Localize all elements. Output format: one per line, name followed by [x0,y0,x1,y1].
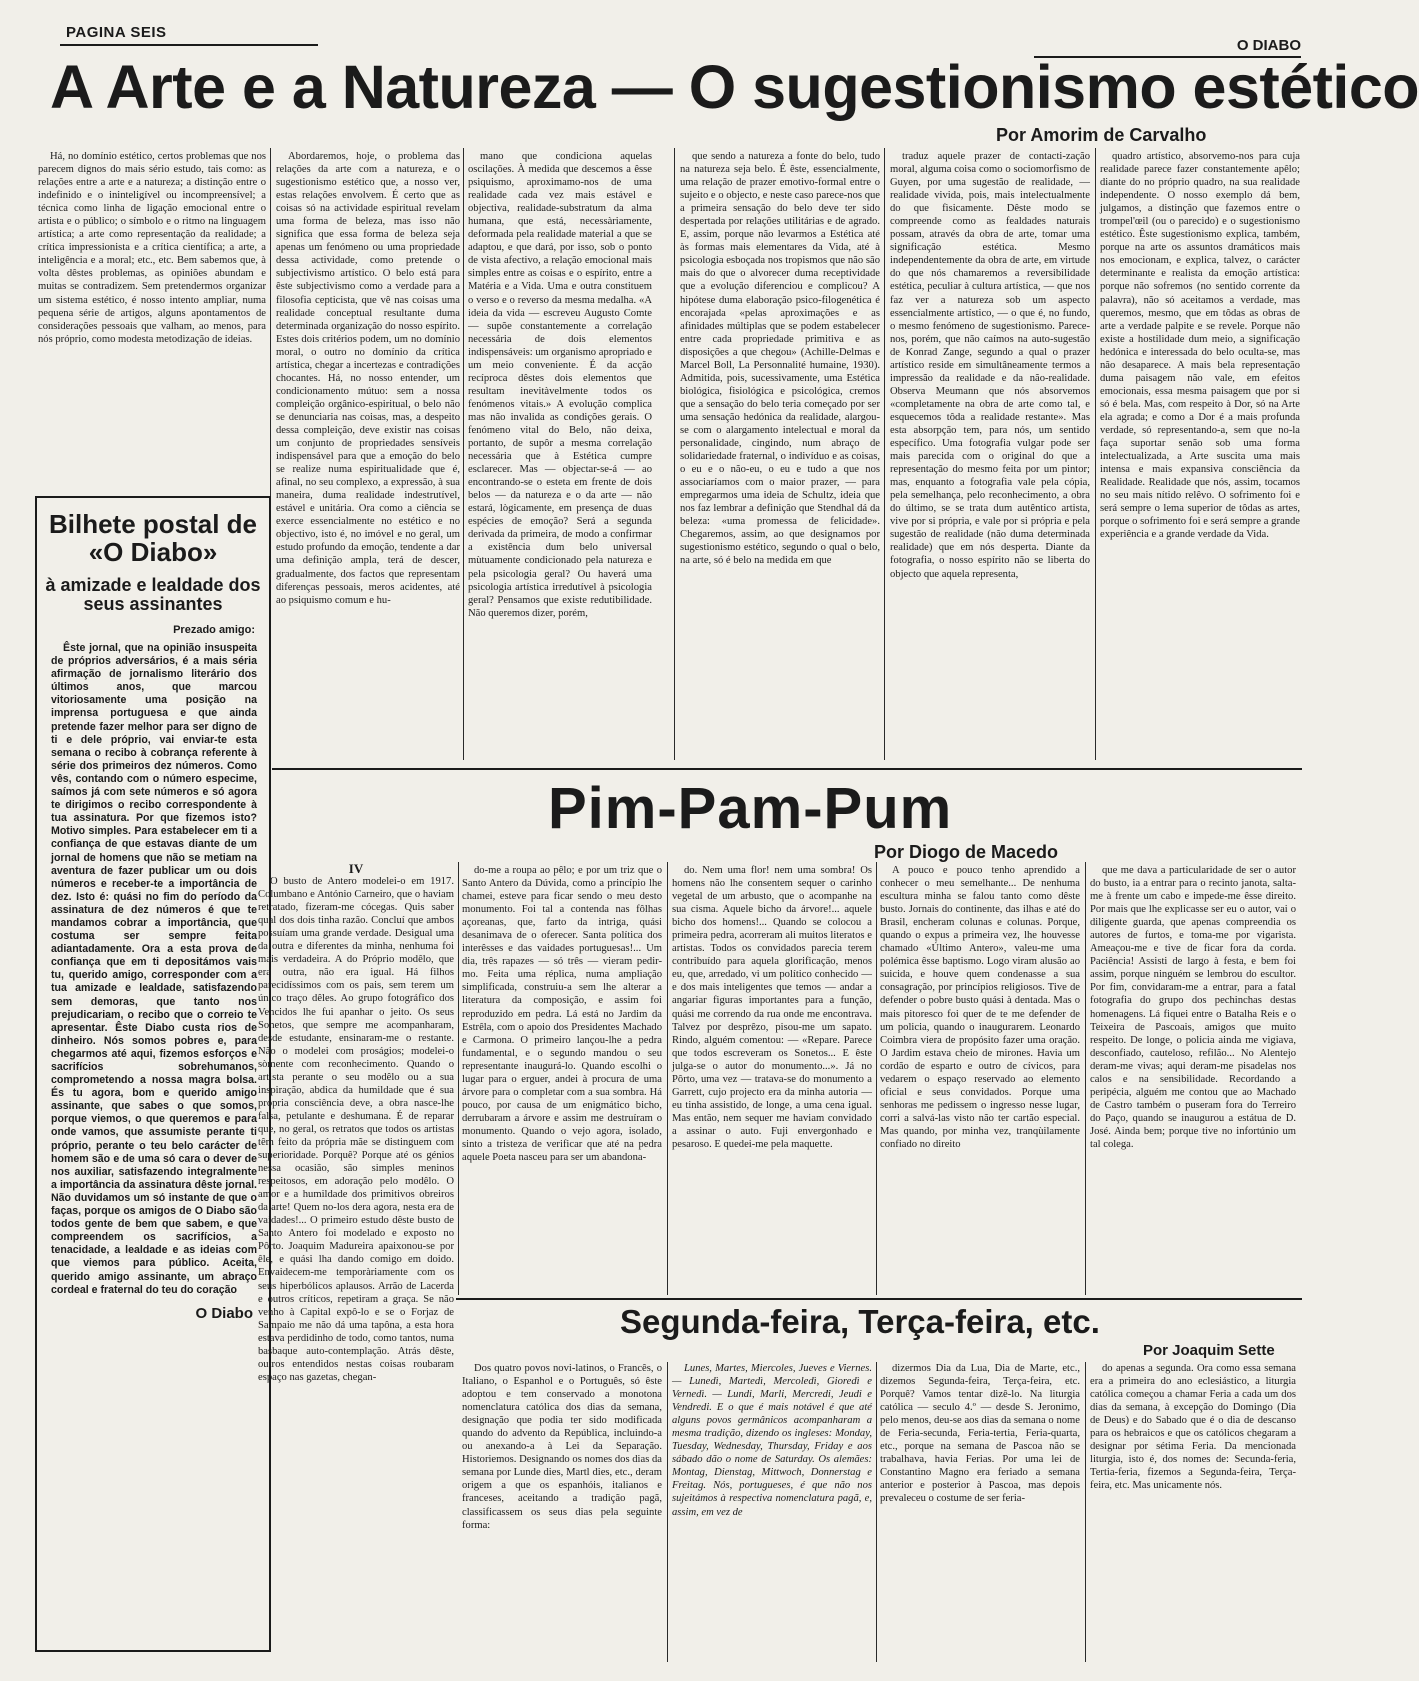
article-column: Lunes, Martes, Miercoles, Jueves e Viernes. — Lunedì, Martedì, Mercoledì, Gioredì e Vernedì. — Lundi, Marli, Mercredi, Jeudi e Vendredi. E o que é mais notável é que até alguns povos germânicos acompanharam a mesma tradição, dizendo os ingleses: Monday, Tuesday, Wednesday, Thursday, Friday e aos sábado dão o nome de Saturday. Os alemães: Montag, Dienstag, Mittwoch, Donnerstag e Freitag. Nós, portugueses, é que não nos sujeitámos à respectiva nomenclatura pagã, e, assim, em vez de [672,1363,872,1518]
article-text: O busto de Antero modelei-o em 1917. Columbano e António Carneiro, que o haviam retratado, fizeram-me cócegas. Quis saber qual dos dois tinha razão. Concluí que ambos possuíam uma grande verdade. Desigual uma da outra e diferentes da minha, nenhuma foi mais verdadeira. A do Próprio modêlo, que era outra, não era igual. Há filhos parecidíssimos com os pais, sem terem um único traço dêles. Ao grupo fotográfico dos Vencidos lhe fui apanhar o jeito. Os seus Sonetos, que sempre me acompanharam, desde estudante, ensinaram-me o restante. Não o modelei com proságios; modelei-o sòmente com reconhecimento. Quando o artista perante o seu modêlo ou a sua inspiração, abdica da humildade que é sua própria consciência deve, a obra nasce-lhe falsa, petulante e deshumana. É de reparar que, no geral, os retratos que todos os artistas têm feito da própria mãe se distinguem com superioridade. Porquê? Porque até os génios nessa ocasião, são simples meninos respeitosos, em adoração pelo modêlo. O amor e a humildade dos primitivos obreiros da arte! Quem no-los dera agora, nesta era de vaidades!... O primeiro estudo dêste busto de Santo Antero foi modelado e exposto no Pôrto. Joaquim Madureira apaixonou-se por êle, e quási lha dando comigo em doido. Envaidecem-me temporàriamente com os seus hiperbólicos aplausos. Arrão de Lacerda e outros críticos, repetiram a graça. Se não venho à Capital expô-lo e se o Forjaz de Sampaio me não dá uma tapôna, a esta hora estava perdidinho de todo, como tantos, numa basbaque auto-contemplação. Atrás dêste, outros entendidos nestas coisas roubaram espaço nas gazetas, chegan- [258,876,454,1383]
article-column: do. Nem uma flor! nem uma sombra! Os homens não lhe consentem sequer o carinho vegetal de um arbusto, que o acompanhe na sua cisma. Aquele bicho da árvore!... aquele bicho dos homens!... Quando se colocou a primeira pedra, acorreram ali muitos literatos e artistas. Todos os convidados parecia terem contribuído para aquela glorificação, menos eu, que, arredado, vi um político conhecido — e dos mais inteligentes que temos — andar a angariar figuras importantes para a função, quási me correndo da rua onde me encontrava. Talvez por desprêzo, pisou-me um sapato. Rindo, alguém comentou: — «Repare. Parece que todos escreveram os Sonetos... E êste julga-se o autor do monumento...». Já no Pôrto, uma vez — tratava-se do monumento a Garrett, cujo projecto era da minha autoria — eu tinha assistido, de longe, a uma cena igual. Mas então, nem sequer me haviam convidado a assinar o auto. Fuji envergonhado e pesaroso. E quedei-me pela maquette. [672,865,872,1150]
column-divider [458,862,459,1295]
article-byline: Por Diogo de Macedo [874,842,1059,862]
column-divider [1085,1362,1086,1662]
article-column: quadro artístico, absorvemo-nos para cuja realidade parece fazer constantemente apêlo; diante do no próprio quadro, na sua realidade independente. O nosso exemplo dá bem, julgamos, a distinção que fazemos entre o trompel'œil (ou o parecido) e o sugestionismo estético. Êste sugestionismo explica, também, porque na arte os assuntos dramáticos mais nos emocionam, e explica, talvez, o carácter determinante e realista da emoção artística: porque não sofremos (no sentido corrente da palavra), não só aceitamos a verdade, mas queremos, mesmo, que em tôdas as obras de arte a verdade palpite e se revele. Porque não existe a hostilidade dum meio, a significação hedónica e interessada do belo oculta-se, mas não desaparece. A mais bela representação duma paisagem não vale, em efeitos emocionais, essa mesma paisagem que por si só é bela. Mas, com respeito à Dor, só na Arte ela agrada; e como a Dor é a mais profunda verdade, só representando-a, sem que no-la faça suportar senão sob uma forma intelectualizada, a Arte suscita uma mais intensa e mais expansiva consciência da Realidade. Realidade que nós, assim, tocamos no seu mais nítido relêvo. O sofrimento foi e será sempre o lema superior de tôdas as artes, porque o sofrimento foi e será sempre a grande experiência e a grande verdade da Vida. [1100,151,1300,541]
newspaper-name: O DIABO [1236,37,1301,54]
article-title: Pim-Pam-Pum [548,776,953,841]
column-divider [667,862,668,1295]
column-divider [667,1362,668,1662]
section-rule [456,1298,1302,1300]
notice-subtitle: à amizade e lealdade dos seus assinantes [45,575,261,614]
article-column [258,861,454,1383]
column-divider [876,862,877,1295]
article-column: A pouco e pouco tenho aprendido a conhecer o meu semelhante... De nenhuma escultura minha se falou tanto como dêste busto. Jornais do continente, das ilhas e até do Brasil, encheram colunas e colunas. Porque, quando o expus a primeira vez, lhe houvesse chamado «Último Antero», valeu-me uma polémica êsse baptismo. Logo viram alusão ao suicida, e houve quem condenasse a sua consagração, por princípios religiosos. Tive de defender o pobre busto quási à dentada. Mas o mais pitoresco foi quer de te me defender de um policia, quando o inaugurarem. Leonardo Coimbra viera de propósito fazer uma oração. O Jardim estava cheio de mirones. Havia um cordão de esparto e outro de cívicos, para vedarem o espaço reservado ao elemento oficial e seus convidados. Porque uma senhoras me pedissem o ingresso nesse lugar, corri a salvá-las visto não ter cartão especial. Mas quando, por minha vez, tranqùilamente confiado no direito [880,865,1080,1150]
article-title: Segunda-feira, Terça-feira, etc. [620,1303,1100,1340]
article-column: que sendo a natureza a fonte do belo, tudo na natureza seja belo. É êste, essencialmente, uma relação de prazer emotivo-formal entre o sujeito e o objecto, e neste caso parece-nos que a primeira sensação do belo deve ter sido despertada por relações utilitárias e de agrado. E, assim, porque não levarmos a Estética até às formas mais elementares da Vida, até à psicologia esboçada nos tropismos que não são mais do que o alvorecer duma receptividade que a evolução diferenciou e complicou? A hipótese duma elaboração psico-filogenética é encorajada «pelas aproximações e as afinidades múltiplas que se podem estabelecer entre cada propriedade primitiva e as disposições a que chegou» (Achille-Delmas e Marcel Boll, La Personnalité humaine, 1930). Admitida, pois, sucessivamente, uma Estética biológica, fisiológica e psicológica, cremos que a sensação do belo teria começado por ser uma sensação hedónica da realidade, alargou-se com o alargamento intelectual e moral da personalidade, cingindo, num abraço de solidariedade fraternal, o indivíduo e as coisas, o eu e o não-eu, o eu e tudo a que nos associaríamos com o maior prazer, — para empregarmos uma ideia de Schultz, ideia que nos faz lembrar a definição que Stendhal dá da beleza: «uma promessa de felicidade». Chegaremos, assim, ao que designamos por sugestionismo estético, segundo o qual o belo, na arte, só é belo na medida em que [680,151,880,567]
column-divider [876,1362,877,1662]
section-numeral: IV [348,861,364,876]
notice-greeting: Prezado amigo: [173,624,255,636]
notice-signature: O Diabo [195,1304,253,1322]
article-column: traduz aquele prazer de contacti-zação moral, alguma coisa como o sociomorfismo de Guyen, por uma sugestão de realidade, — realidade vivida, pois, mais intelectualmente do que fìsicamente. Dêste modo se compreende como as fealdades naturais possam, através da obra de arte, tomar uma significação estética. Mesmo independentemente da obra de arte, em virtude do que nós chamaremos a reversibilidade estética, peculiar à cultura artística, — que nos faz ver a natureza sob um aspecto essencialmente artístico, — o que é, no fundo, o mesmo fenómeno de sugestionismo. Parece-nos, porém, que não caímos na auto-sugestão de Konrad Zange, segundo a qual o prazer artístico reside em simultâneamente termos a impressão da realidade e da não-realidade. Observa Meumann que nós absorvemos «completamente na obra de arte como tal, e esquecemos tôda a realidade restante». Mas esta absorpção tem, para nós, um sentido específico. Uma fotografia vulgar pode ser mais parecida com o original do que a representação do mesmo feita por um pintor; mas, enquanto a fotografia vale pela cópia, pela semelhança, pelo reconhecimento, a obra do último, se se trata dum autêntico artista, vive por si própria, e vale por si própria e pela sugestão de realidade (não duma determinada realidade) que em nós desperta. Diante da fotografia, o nosso espírito não se liberta do objecto que aquela representa, [890,151,1090,580]
column-divider [463,148,464,760]
section-rule [272,768,1302,770]
article-column: Abordaremos, hoje, o problema das relações da arte com a natureza, e o sugestionismo estético que, a nosso ver, estas relações envolvem. É certo que as coisas só na actividade espiritual revelam uma forma de beleza, mas isso não significa que essa forma de beleza seja apenas um fenómeno ou uma propriedade dessa actividade, como pretende o subjectivismo artístico. O belo está para êste subjectivismo como a verdade para a filosofia cepticista, que vê nas coisas uma realidade conceptual resultante duma determinada organização do nosso espírito. Estes dois critérios podem, um no domínio moral, o outro no domínio da crítica artística, chegar a incertezas e contradições chocantes. Há, no nosso entender, um condicionamento mútuo: sem a nossa compleição orgânico-espiritual, o belo não se denunciaria nas coisas, mas, a despeito dessa compleição, deve existir nas coisas um conjunto de propriedades sensíveis indispensável para que a emoção do belo se realize numa espiritualidade que é, afinal, no seu complexo, a expressão, à sua maneira, duma realidade indestrutível, estável e unitária. Ora como a ciência se exerce essencialmente no estético e no objectivo, isto é, no imóvel e no geral, um estudo profundo da emoção, tendente a dar uma definição ampla, terá de descer, gradualmente, dos factos que representam diferenças pessoais, meros acidentes, até ao psiquismo comum e hu- [276,151,460,606]
article-byline: Por Joaquim Sette [1143,1342,1275,1359]
notice-body: Êste jornal, que na opinião insuspeita de próprios adversários, é a mais séria afirmação de jornalismo literário dos últimos anos, que marcou vitoriosamente uma posição na imprensa portuguesa e que ainda pretende fazer melhor para ser digno de ti e dele próprio, vai enviar-te esta semana o recibo à cobrança referente à série dos primeiros dez números. Como vês, contando com o número especime, saímos já com sete números e só agora te dirigimos o recibo correspondente à tua assinatura. Por que fizemos isto? Motivo simples. Para estabelecer em ti a confiança de que estavas diante de um jornal de homens que não se metiam na aventura de fazer publicar um ou dois números e receber-te a importância de dez. Isto é: quási no fim do período da assinatura de dez números é que te mandamos cobrar a importância, que costuma ser sempre feita adiantadamente. Ora a esta prova de confiança que em ti depositámos vais tu, querido amigo, corresponder com a tua amizade e lealdade, satisfazendo sem demoras, que tanto nos prejudicariam, o recibo que o correio te apresentar. Êste Diabo custa rios de dinheiro. Nós somos pobres e, para chegarmos até aqui, fizemos esforços e sacrifícios sobrehumanos, comprometendo a nossa magra bolsa. És tu agora, bom e querido amigo assinante, que sabes o que somos, porque viemos, o que queremos e para onde vamos, que assumiste perante ti próprio, perante o teu belo carácter de homem são e de uma só cara o dever de nos auxiliar, satisfazendo integralmente a importância da assinatura dêste jornal. Não duvidamos um só instante de que o faças, porque os amigos de O Diabo são todos gente de bem que sabem, e que compreendem os sacrifícios, a tenacidade, a lealdade e as ideias com que viemos para público. Aceita, querido amigo assinante, um abraço cordeal e fraternal do teu do coração [51,642,257,1296]
article-column: Há, no domínio estético, certos problemas que nos parecem dignos do mais sério estudo, tais como: as relações entre a arte e a natureza; a distinção entre o indefinido e o ininteligível ou incompreensível; a técnica como linha de ligação emocional entre o artista e o público; o símbolo e o ritmo na linguagem artística; a arte como representação da realidade; a crítica impressionista e a crítica científica; a arte, a inteligência e a moral; etc., etc. Bem sabemos que, à volta dêstes problemas, as opiniões abundam e muitas se contradizem. Sem pretendermos organizar um sistema estético, é nosso intento ampliar, numa pequena série de artigos, alguns apontamentos de considerações pessoais que valham, ao menos, para nós próprio, como modesta metodização de ideias. [38,151,266,345]
article-column: do-me a roupa ao pêlo; e por um triz que o Santo Antero da Dúvida, como a princípio lhe chamei, esteve para ficar sendo o meu desto monumento. Foi tal a contenda nas fôlhas açoreanas, que, farto da intriga, quási desanimava de o oferecer. Santa política dos interêsses e das vaidades portuguesas!... Um dia, três rapazes — só três — vieram pedir-mo. Feita uma réplica, numa ampliação simplificada, construiu-a sem lhe alterar a literatura da composição, e assim foi reproduzido em pedra. Lá está no Jardim da Estrêla, com o apoio dos Presidentes Machado e Carmona. O primeiro lançou-lhe a pedra fundamental, e o segundo mandou o seu representante inaugurá-lo. Quando escolhi o lugar para o erguer, andei à procura de uma árvore para o completar com a sua sombra. Há pouco, por causa de um enigmático bicho, derrubaram a árvore e assim me destruíram o monumento. Quando o vejo agora, isolado, sinto a tristeza de verificar que até na pedra aquele Poeta nasceu para ser um abandona- [462,865,662,1164]
subscriber-notice-box [35,496,271,1652]
article-byline: Por Amorim de Carvalho [996,125,1207,145]
column-divider [884,148,885,760]
article-column: mano que condiciona aquelas oscilações. À medida que descemos a êsse psiquismo, aproximamo-nos de uma realidade cada vez mais estável e objectiva, realidade-substratum da alma humana, que está, necessàriamente, deformada pela realidade material a que se adaptou, e que dará, por isso, sob o ponto de vista afectivo, a relação emocional mais simples entre as coisas e o espírito, entre a Matéria e a Vida. Uma e outra constituem o verso e o reverso da mesma medalha. «A ideia da vida — escreveu Augusto Comte — supõe constantemente a correlação necessária de dois elementos indispensáveis: um organismo apropriado e um meio conveniente. É da acção recíproca dêstes dois elementos que resultam inevitàvelmente todos os fenómenos vitais.» A evolução complica mas não invalida as condições gerais. O fenómeno vital do Belo, não deixa, portanto, de supôr a mesma correlação necessária que à Estética cumpre esclarecer. Mas — objectar-se-á — ao encontrando-se o esteta em frente de dois belos — da natureza e o da arte — não estará, lògicamente, em presença de duas espécies de emoção? Será a segunda derivada da primeira, de modo a confirmar a existência dum belo universal mùtuamente condicionado pela natureza e pela psicologia geral? Ou haverá uma psicologia artística irredutível à psicologia geral? Pensamos que existe redutibilidade. Não queremos dizer, porém, [468,151,652,619]
column-divider [674,148,675,760]
column-divider [1085,862,1086,1295]
article-column: dizermos Dia da Lua, Dia de Marte, etc., dizemos Segunda-feira, Terça-feira, etc. Porquê? Vamos tentar dizê-lo. Na liturgia católica — seculo 4.º — desde S. Jeronimo, pelo menos, deu-se aos dias da semana o nome de Feria-secunda, Feria-tertia, Feria-quarta, etc., porque na semana de Pascoa não se trabalhava, havia Ferias. Por uma lei de Constantino Magno era feriado a semana anterior e posterior à Pascoa, mas depois prevaleceu o costume de ser feria- [880,1363,1080,1505]
article-column: do apenas a segunda. Ora como essa semana era a primeira do ano eclesiástico, a liturgia católica começou a chamar Feria a cada um dos dias da semana, à excepção do Domingo (Dia de Deus) e do Sabado que é o dia de descanso para os hebraicos e que os católicos chegaram a designar por sétima Feria. Da mencionada liturgia, isto é, dos nomes de: Secunda-feria, Tertia-feria, fizemos a Segunda-feira, Terça-feira, etc. Mas unicamente nós. [1090,1363,1296,1492]
column-divider [1095,148,1096,760]
notice-title: Bilhete postal de «O Diabo» [48,509,258,567]
article-column: Dos quatro povos novi-latinos, o Francês, o Italiano, o Espanhol e o Português, só êste adoptou e tem conservado a monotona nomenclatura católica dos dias da semana, designação que podia ter sido modificada quando do advento da República, incluindo-a ou anexando-a à Lei da Separação. Historiemos. Designando os nomes dos dias da semana por Lunde dies, Martl dies, etc., deram origem a que os espanhóis, italianos e franceses, aceitando a tradição pagã, classificassem os seus dias pela seguinte forma: [462,1363,662,1531]
article-column: que me dava a particularidade de ser o autor do busto, ia a entrar para o recinto janota, salta-me à frente um cabo e impede-me êsse direito. Por mais que lhe explicasse ser eu o autor, vai o diligente guarda, que apenas compreendia os autores de furtos, e toma-me por vigarista. Ameaçou-me e tive de ficar fora da corda. Paciência! Assisti de largo à festa, e bem foi assim, porque ninguém se lembrou do escultor. Por fim, convidaram-me a entrar, para a fatal fotografia do grupo dos pechinchas destas homenagens. Lá fiquei entre o Batalha Reis e o Teixeira de Pascoais, amigos que muito respeito. De longe, o policia ainda me vigiava, desconfiado, cauteloso, refilão... No Alentejo deram-me vivas; aqui deram-me pisadelas nos calos e na sensibilidade. Recordando a peripécia, alguém me contou que ao Machado de Castro também o puseram fora do Terreiro do Paço, quando se inaugurou a estátua de D. José. Ainda bem; porque tive no infortúnio um tal colega. [1090,865,1296,1150]
header-rule-left [60,44,318,46]
page-label: PAGINA SEIS [66,24,167,41]
article-title: A Arte e a Natureza — O sugestionismo estético [50,53,1419,121]
